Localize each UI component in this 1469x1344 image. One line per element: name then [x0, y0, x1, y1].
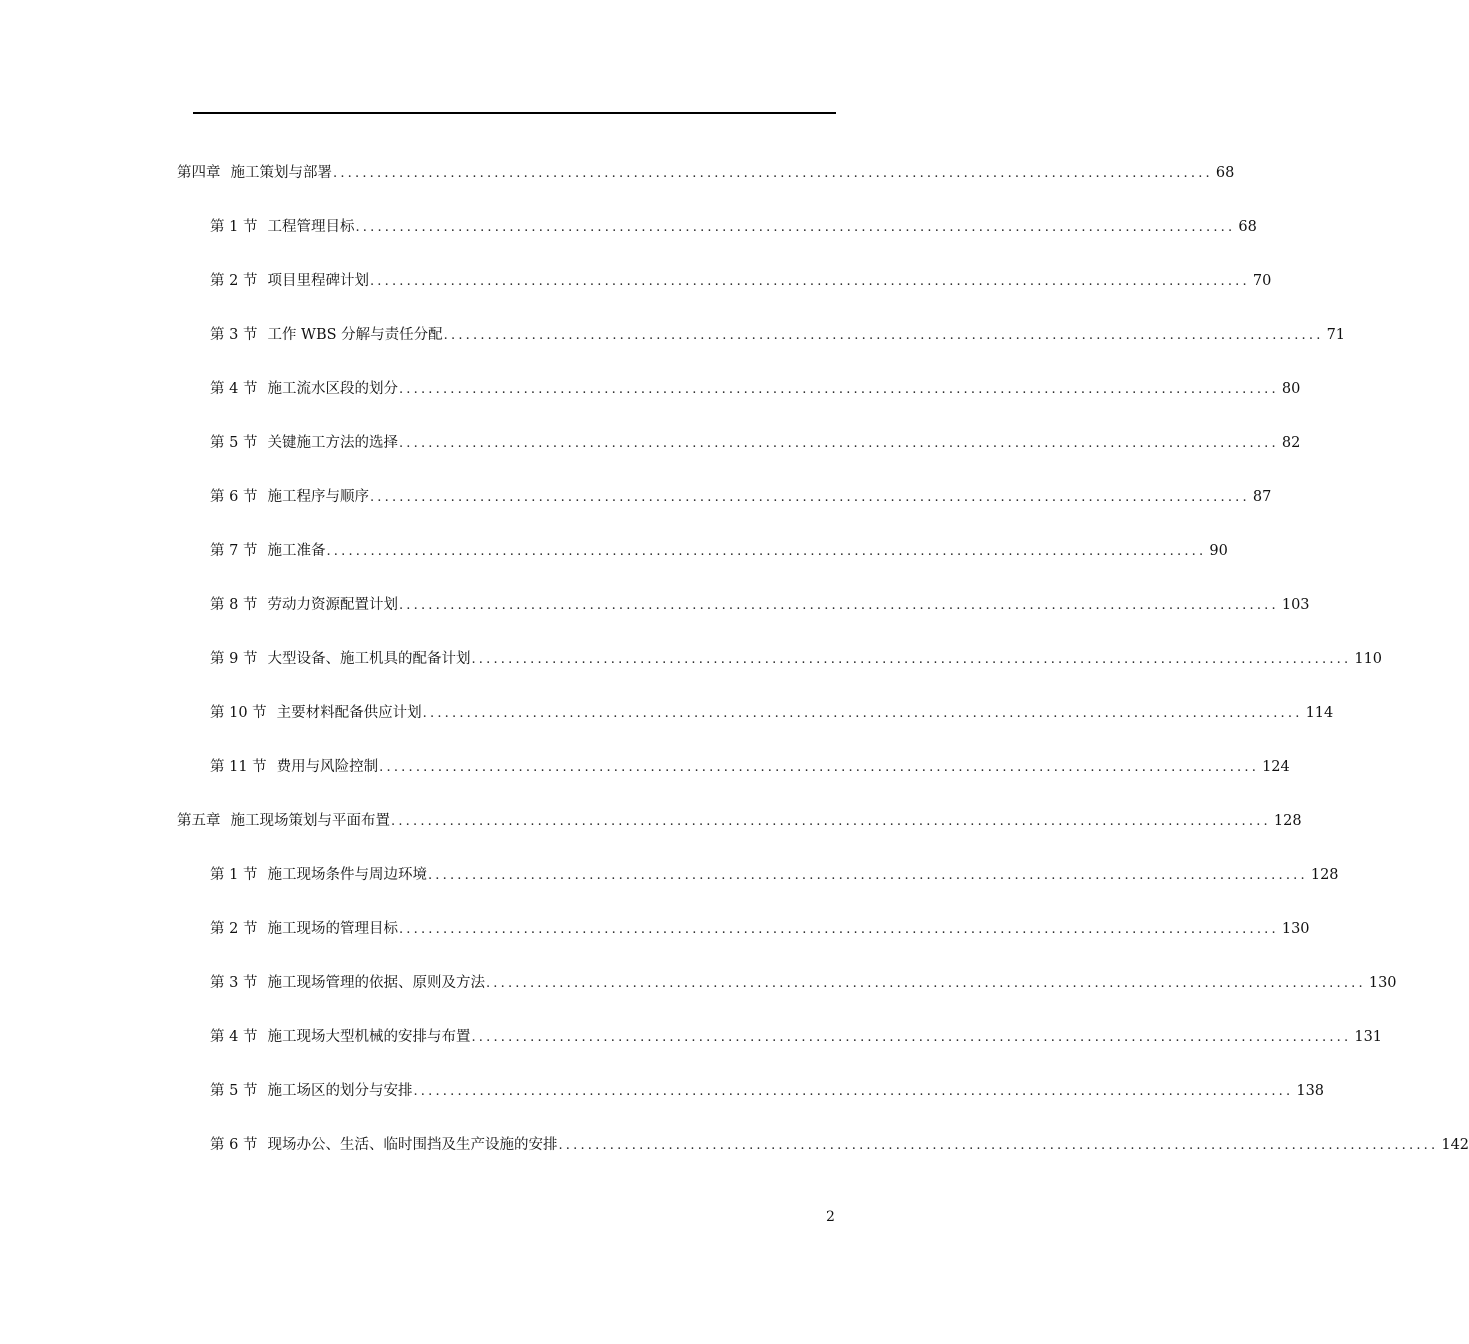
toc-entry-number: 第 3 节: [210, 327, 258, 343]
toc-entry-page: 131: [1354, 1029, 1383, 1045]
dot-leader: ........................................................................................................................: [355, 220, 1236, 235]
toc-entry[interactable]: [210, 487, 1272, 507]
toc-entry-page: 130: [1281, 921, 1310, 937]
toc-entry[interactable]: [210, 703, 1334, 723]
toc-entry-title: 费用与风险控制: [276, 759, 379, 775]
dot-leader: ........................................................................................................................: [471, 1030, 1352, 1045]
toc-entry-number: 第 2 节: [210, 273, 258, 289]
toc-entry-page: 68: [1238, 219, 1257, 235]
toc-entry-title: 施工流水区段的划分: [267, 381, 398, 397]
dot-leader: ........................................................................................................................: [398, 598, 1279, 613]
toc-entry-number: 第 6 节: [210, 489, 258, 505]
toc-entry-number: 第 9 节: [210, 651, 258, 667]
toc-entry-page: 71: [1326, 327, 1346, 343]
toc-entry-title: 主要材料配备供应计划: [276, 705, 422, 721]
toc-entry[interactable]: [210, 217, 1257, 237]
dot-leader: ........................................................................................................................: [398, 922, 1279, 937]
toc-entry-title: 施工策划与部署: [230, 165, 332, 181]
page-number: 2: [826, 1209, 835, 1225]
toc-entry-page: 80: [1281, 381, 1301, 397]
toc-entry-number: 第 6 节: [210, 1137, 258, 1153]
toc-entry[interactable]: [210, 433, 1301, 453]
toc-entry-title: 大型设备、施工机具的配备计划: [267, 651, 471, 667]
toc-entry-page: 142: [1441, 1137, 1469, 1153]
toc-entry[interactable]: [210, 973, 1397, 993]
toc-entry-page: 128: [1273, 813, 1302, 829]
dot-leader: ........................................................................................................................: [369, 274, 1250, 289]
toc-entry-number: 第 8 节: [210, 597, 258, 613]
dot-leader: ........................................................................................................................: [398, 382, 1279, 397]
toc-entry-page: 138: [1296, 1083, 1325, 1099]
toc-entry-title: 施工现场条件与周边环境: [267, 867, 427, 883]
toc-entry-page: 82: [1281, 435, 1301, 451]
toc-entry[interactable]: [210, 649, 1383, 669]
toc-entry-number: 第 5 节: [210, 435, 258, 451]
toc-entry-title: 劳动力资源配置计划: [267, 597, 398, 613]
toc-entry-page: 87: [1252, 489, 1272, 505]
dot-leader: ........................................................................................................................: [558, 1138, 1439, 1153]
dot-leader: ........................................................................................................................: [443, 328, 1324, 343]
toc-entry[interactable]: [210, 1081, 1325, 1101]
toc-entry-page: 110: [1354, 651, 1383, 667]
dot-leader: ........................................................................................................................: [471, 652, 1352, 667]
toc-entry-number: 第 4 节: [210, 1029, 258, 1045]
dot-leader: ........................................................................................................................: [369, 490, 1250, 505]
dot-leader: ........................................................................................................................: [413, 1084, 1294, 1099]
toc-entry[interactable]: [210, 595, 1310, 615]
toc-entry-page: 68: [1215, 165, 1235, 181]
toc-entry[interactable]: [210, 1027, 1383, 1047]
toc-entry-page: 128: [1310, 867, 1339, 883]
toc-entry-title: 关键施工方法的选择: [267, 435, 398, 451]
toc-entry-number: 第 10 节: [210, 705, 267, 721]
toc-entry-page: 114: [1305, 705, 1334, 721]
toc-entry[interactable]: [210, 541, 1228, 561]
dot-leader: ........................................................................................................................: [485, 976, 1366, 991]
toc-entry[interactable]: [177, 811, 1302, 831]
toc-entry-number: 第五章: [177, 813, 221, 829]
toc-entry-number: 第四章: [177, 165, 221, 181]
dot-leader: ........................................................................................................................: [333, 166, 1213, 181]
toc-entry-number: 第 1 节: [210, 867, 258, 883]
toc-entry-title: 现场办公、生活、临时围挡及生产设施的安排: [267, 1137, 558, 1153]
dot-leader: ........................................................................................................................: [427, 868, 1308, 883]
header-rule: [193, 112, 836, 114]
toc-entry[interactable]: [210, 379, 1301, 399]
toc-entry-number: 第 2 节: [210, 921, 258, 937]
toc-entry-title: 项目里程碑计划: [267, 273, 369, 289]
toc-entry-title: 工作 WBS 分解与责任分配: [267, 327, 443, 343]
toc-entry-title: 施工现场管理的依据、原则及方法: [267, 975, 485, 991]
toc-entry-title: 工程管理目标: [267, 219, 355, 235]
toc-entry-number: 第 4 节: [210, 381, 258, 397]
toc-entry-page: 103: [1281, 597, 1310, 613]
toc-entry[interactable]: [210, 325, 1346, 345]
toc-entry[interactable]: [210, 271, 1272, 291]
toc-entry-page: 70: [1252, 273, 1272, 289]
toc-entry-title: 施工场区的划分与安排: [267, 1083, 413, 1099]
dot-leader: ........................................................................................................................: [422, 706, 1303, 721]
toc-entry[interactable]: [210, 919, 1310, 939]
toc-entry[interactable]: [210, 1135, 1469, 1155]
toc-entry-title: 施工现场的管理目标: [267, 921, 398, 937]
toc-entry[interactable]: [210, 757, 1290, 777]
dot-leader: ........................................................................................................................: [391, 814, 1271, 829]
toc-entry-title: 施工现场策划与平面布置: [230, 813, 390, 829]
toc-entry-page: 130: [1368, 975, 1397, 991]
toc-entry-number: 第 3 节: [210, 975, 258, 991]
toc-entry-title: 施工现场大型机械的安排与布置: [267, 1029, 471, 1045]
toc-entry-number: 第 5 节: [210, 1083, 258, 1099]
toc-entry-title: 施工程序与顺序: [267, 489, 369, 505]
toc-entry-page: 124: [1262, 759, 1290, 775]
toc-entry[interactable]: [177, 163, 1235, 183]
toc-entry-page: 90: [1209, 543, 1228, 559]
toc-entry[interactable]: [210, 865, 1339, 885]
toc-entry-number: 第 11 节: [210, 759, 267, 775]
toc-entry-number: 第 1 节: [210, 219, 258, 235]
toc-entry-title: 施工准备: [267, 543, 326, 559]
dot-leader: ........................................................................................................................: [379, 760, 1260, 775]
dot-leader: ........................................................................................................................: [326, 544, 1207, 559]
toc-entry-number: 第 7 节: [210, 543, 258, 559]
dot-leader: ........................................................................................................................: [398, 436, 1279, 451]
